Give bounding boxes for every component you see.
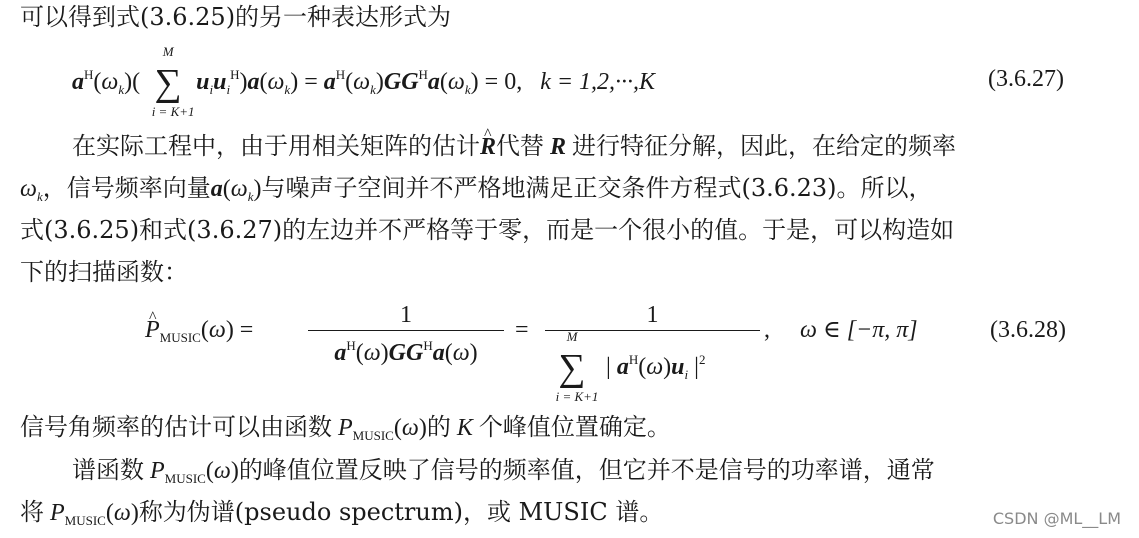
rhs-zero: = 0,	[484, 69, 523, 95]
fraction-1: 1 $a^H(\omega)GG^Ha(\omega)$	[308, 300, 504, 368]
para3-line-2: 将 $P_{MUSIC}(\omega)$称为伪谱(pseudo spectrum)，或 MUSIC 谱。	[20, 498, 664, 528]
text-after-equation: 信号角频率的估计可以由函数 $P_{MUSIC}(\omega)$的 K 个峰值位置确定。	[20, 413, 671, 443]
para3-line-1: 谱函数 $P_{MUSIC}(\omega)$的峰值位置反映了信号的频率值，但它并不是信号的功率谱，通常	[72, 456, 935, 486]
k-range: k = 1,2,···,K	[540, 69, 656, 95]
watermark: CSDN @ML__LM	[992, 509, 1121, 528]
fraction-2-denominator: M ∑ i = K+1 | $a^H(\omega)u_i$ $|^2$	[550, 345, 705, 390]
equation-3-6-27: $a^H(\omega_k)$( M ∑ i = K+1 $u_iu_i^H)a(\omega_k) = a^H(\omega_k)GG^Ha(\omega_k) = 0$, k = 1,2,···,K	[72, 44, 656, 120]
text-line-1	[20, 2, 451, 32]
summation-symbol-2: M ∑ i = K+1	[555, 329, 599, 405]
para2-line-1: 在实际工程中，由于用相关矩阵的估计^ R代替 R 进行特征分解，因此，在给定的频率	[72, 131, 956, 162]
equation-3-6-28-lhs: ^ $P_{MUSIC}(\omega)$ =	[145, 315, 253, 353]
summation-symbol: M ∑ i = K+1	[151, 44, 195, 120]
para2-line-4: 下的扫描函数：	[20, 258, 188, 286]
equation-label-3-6-27: (3.6.27)	[988, 66, 1064, 92]
para2-line-3: 式(3.6.25)和式(3.6.27)的左边并不严格等于零，而是一个很小的值。于是，可以构造如	[20, 216, 955, 244]
para2-line-2: $\omega_k$，信号频率向量$a(\omega_k)$与噪声子空间并不严格地满足正交条件方程式(3.6.23)。所以，	[20, 174, 933, 204]
equation-label-3-6-28: (3.6.28)	[990, 317, 1066, 343]
omega-domain: ω ∈ [−π, π]	[800, 317, 918, 343]
fraction-2: 1	[545, 300, 760, 331]
intro-text: 可以得到式(3.6.25)的另一种表达形式为	[20, 3, 452, 31]
